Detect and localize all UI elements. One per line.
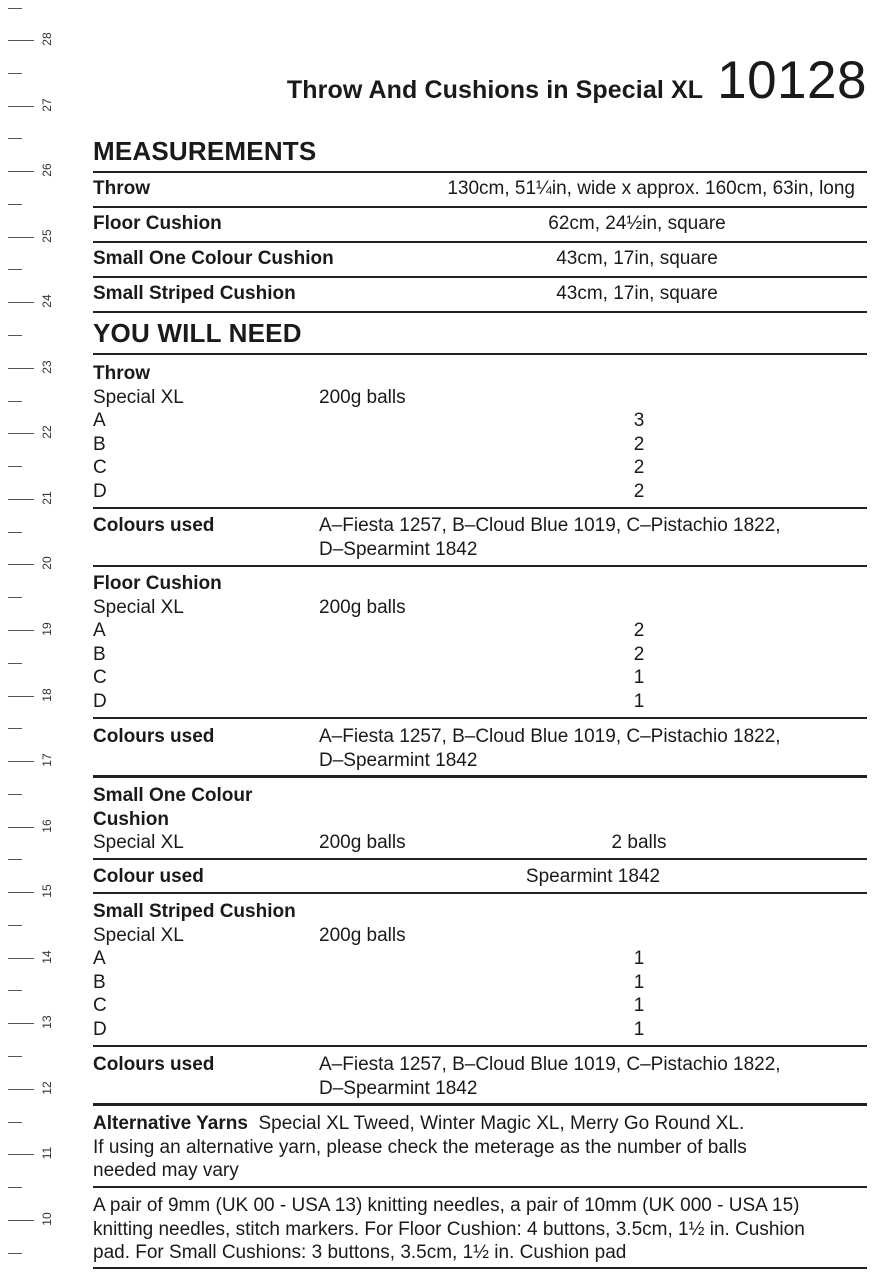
ruler-label: 11 — [40, 1146, 54, 1160]
ruler-minor-tick — [8, 1253, 22, 1254]
divider — [93, 276, 867, 278]
divider — [93, 311, 867, 313]
measurement-value: 43cm, 17in, square — [556, 283, 718, 304]
divider — [93, 206, 867, 208]
section-subheading: Small Striped Cushion — [93, 901, 296, 922]
divider — [93, 1045, 867, 1047]
ruler-minor-tick — [8, 401, 22, 402]
ball-size: 200g balls — [319, 386, 406, 408]
divider — [93, 892, 867, 894]
colour-letter: A — [93, 948, 106, 969]
list-item — [93, 666, 867, 690]
colours-label: Colour used — [93, 866, 204, 887]
list-item — [93, 433, 867, 457]
ruler-minor-tick — [8, 466, 22, 467]
ruler-minor-tick — [8, 1122, 22, 1123]
measurement-value: 62cm, 24½in, square — [548, 213, 726, 234]
divider — [93, 171, 867, 173]
ruler-label: 16 — [40, 819, 54, 833]
ruler-major-tick — [8, 892, 34, 893]
list-item — [93, 690, 867, 714]
ball-quantity: 2 — [633, 433, 645, 455]
colour-letter: B — [93, 971, 106, 993]
ruler-minor-tick — [8, 794, 22, 795]
ruler-minor-tick — [8, 925, 22, 926]
colour-letter: A — [93, 620, 106, 641]
colours-line: A–Fiesta 1257, B–Cloud Blue 1019, C–Pistachio 1822, — [319, 726, 781, 747]
divider — [93, 1186, 867, 1188]
ball-quantity: 3 — [633, 410, 645, 431]
floor-cushion-requirements — [93, 572, 867, 713]
yarn-name: Special XL — [93, 832, 184, 853]
ball-quantity: 1 — [633, 971, 645, 993]
ruler-label: 28 — [40, 32, 54, 46]
ruler-major-tick — [8, 368, 34, 369]
list-item — [93, 619, 867, 643]
yarn-name: Special XL — [93, 596, 184, 618]
ruler-label: 21 — [40, 491, 54, 505]
alternative-yarns — [93, 1112, 867, 1183]
ruler-minor-tick — [8, 663, 22, 664]
divider — [93, 858, 867, 860]
you-will-need-heading: YOU WILL NEED — [93, 318, 302, 348]
colours-label: Colours used — [93, 726, 215, 747]
colour-letter: A — [93, 410, 106, 431]
colours-label: Colours used — [93, 515, 215, 536]
ruler-major-tick — [8, 827, 34, 828]
ball-quantity: 2 — [633, 480, 645, 502]
ruler-major-tick — [8, 1220, 34, 1221]
ruler-major-tick — [8, 171, 34, 172]
colours-line: D–Spearmint 1842 — [319, 1077, 478, 1099]
ruler-major-tick — [8, 761, 34, 762]
colour-letter: D — [93, 690, 107, 712]
measurement-label: Floor Cushion — [93, 213, 222, 234]
ruler-label: 23 — [40, 360, 54, 374]
small-striped-requirements — [93, 900, 867, 1041]
ruler-major-tick — [8, 40, 34, 41]
ruler-major-tick — [8, 564, 34, 565]
alternative-yarns-label: Alternative Yarns — [93, 1113, 248, 1134]
ruler-minor-tick — [8, 1187, 22, 1188]
divider — [93, 507, 867, 509]
measurement-ruler — [0, 0, 60, 1272]
needles-line: knitting needles, stitch markers. For Floor Cushion: 4 buttons, 3.5cm, 1½ in. Cushion — [93, 1218, 805, 1240]
measurement-value: 43cm, 17in, square — [556, 248, 718, 269]
ruler-major-tick — [8, 302, 34, 303]
ball-quantity: 2 — [633, 643, 645, 665]
ruler-minor-tick — [8, 138, 22, 139]
ruler-label: 26 — [40, 163, 54, 177]
yarn-name: Special XL — [93, 924, 184, 946]
ruler-major-tick — [8, 237, 34, 238]
ruler-minor-tick — [8, 73, 22, 74]
ball-size: 200g balls — [319, 832, 406, 853]
section-subheading: Cushion — [93, 808, 169, 830]
ball-quantity: 1 — [633, 690, 645, 712]
ruler-major-tick — [8, 499, 34, 500]
divider — [93, 775, 867, 778]
ruler-label: 14 — [40, 950, 54, 964]
ball-quantity: 1 — [633, 667, 645, 688]
ball-quantity: 2 balls — [611, 832, 667, 853]
ruler-minor-tick — [8, 335, 22, 336]
list-item — [93, 480, 867, 504]
ruler-label: 13 — [40, 1015, 54, 1029]
colour-letter: D — [93, 480, 107, 502]
colours-line: D–Spearmint 1842 — [319, 538, 478, 560]
divider — [93, 717, 867, 719]
section-subheading: Throw — [93, 363, 150, 384]
measurement-label: Small Striped Cushion — [93, 283, 296, 304]
list-item — [93, 947, 867, 971]
ruler-major-tick — [8, 958, 34, 959]
list-item — [93, 409, 867, 433]
measurements-heading: MEASUREMENTS — [93, 136, 317, 166]
colours-label: Colours used — [93, 1054, 215, 1075]
list-item — [93, 971, 867, 995]
ruler-minor-tick — [8, 1056, 22, 1057]
ruler-label: 18 — [40, 688, 54, 702]
pattern-number: 10128 — [717, 51, 867, 110]
colours-line: A–Fiesta 1257, B–Cloud Blue 1019, C–Pistachio 1822, — [319, 1054, 781, 1075]
colours-line: A–Fiesta 1257, B–Cloud Blue 1019, C–Pistachio 1822, — [319, 515, 781, 536]
ruler-label: 25 — [40, 229, 54, 243]
ruler-major-tick — [8, 1089, 34, 1090]
ball-quantity: 2 — [633, 620, 645, 641]
measurement-label: Small One Colour Cushion — [93, 248, 334, 269]
throw-requirements — [93, 362, 867, 503]
document-title: Throw And Cushions in Special XL — [286, 76, 704, 104]
ruler-label: 20 — [40, 556, 54, 570]
ruler-label: 17 — [40, 753, 54, 767]
colour-value: Spearmint 1842 — [525, 866, 661, 887]
colour-letter: B — [93, 433, 106, 455]
ruler-major-tick — [8, 1154, 34, 1155]
divider — [93, 1103, 867, 1106]
measurement-value: 130cm, 51¼in, wide x approx. 160cm, 63in, long — [447, 178, 855, 199]
colour-letter: C — [93, 457, 107, 478]
section-subheading: Small One Colour — [93, 785, 253, 806]
small-one-colour-requirements — [93, 784, 867, 855]
ruler-minor-tick — [8, 269, 22, 270]
ruler-label: 24 — [40, 294, 54, 308]
ruler-label: 22 — [40, 425, 54, 439]
ball-quantity: 1 — [633, 948, 645, 969]
ruler-major-tick — [8, 696, 34, 697]
ruler-major-tick — [8, 630, 34, 631]
ruler-label: 10 — [40, 1212, 54, 1226]
colour-letter: B — [93, 643, 106, 665]
ball-size: 200g balls — [319, 924, 406, 946]
colour-letter: C — [93, 667, 107, 688]
list-item — [93, 994, 867, 1018]
needles-line: pad. For Small Cushions: 3 buttons, 3.5cm, 1½ in. Cushion pad — [93, 1242, 627, 1263]
ruler-label: 19 — [40, 622, 54, 636]
ruler-minor-tick — [8, 728, 22, 729]
divider — [93, 353, 867, 355]
colours-line: D–Spearmint 1842 — [319, 749, 478, 771]
ruler-minor-tick — [8, 204, 22, 205]
list-item — [93, 456, 867, 480]
colour-letter: C — [93, 995, 107, 1016]
ruler-major-tick — [8, 433, 34, 434]
alternative-yarns-note: If using an alternative yarn, please check the meterage as the number of balls — [93, 1136, 747, 1158]
colour-letter: D — [93, 1018, 107, 1040]
ruler-label: 27 — [40, 98, 54, 112]
list-item — [93, 643, 867, 667]
ball-quantity: 1 — [633, 995, 645, 1016]
yarn-name: Special XL — [93, 386, 184, 408]
ruler-minor-tick — [8, 532, 22, 533]
section-subheading: Floor Cushion — [93, 573, 222, 594]
divider — [93, 241, 867, 243]
ruler-minor-tick — [8, 990, 22, 991]
ruler-minor-tick — [8, 597, 22, 598]
ruler-major-tick — [8, 106, 34, 107]
ruler-major-tick — [8, 1023, 34, 1024]
divider — [93, 565, 867, 567]
list-item — [93, 1018, 867, 1042]
ball-size: 200g balls — [319, 596, 406, 618]
needles-line: A pair of 9mm (UK 00 - USA 13) knitting needles, a pair of 10mm (UK 000 - USA 15) — [93, 1195, 800, 1216]
ruler-label: 15 — [40, 884, 54, 898]
title-row — [287, 50, 867, 111]
alternative-yarns-list: Special XL Tweed, Winter Magic XL, Merry Go Round XL. — [258, 1113, 745, 1134]
ball-quantity: 2 — [633, 457, 645, 478]
ruler-label: 12 — [40, 1081, 54, 1095]
ruler-minor-tick — [8, 859, 22, 860]
measurement-label: Throw — [93, 178, 150, 199]
ruler-minor-tick — [8, 8, 22, 9]
alternative-yarns-note: needed may vary — [93, 1160, 239, 1181]
ball-quantity: 1 — [633, 1018, 645, 1040]
needles-and-notions — [93, 1194, 867, 1265]
divider — [93, 1267, 867, 1269]
